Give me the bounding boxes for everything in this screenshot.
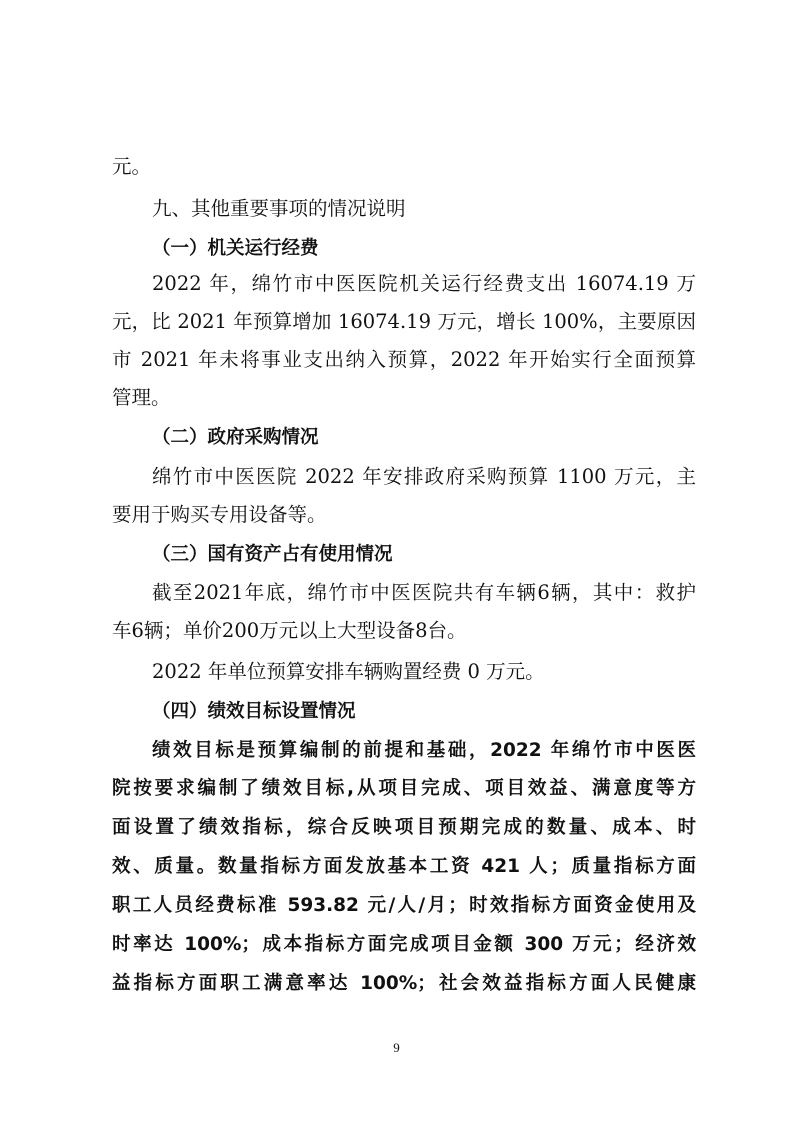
paragraph-line: 元，比 2021 年预算增加 16074.19 万元，增长 100%，主要原因	[112, 310, 696, 333]
paragraph-line: 管理。	[112, 386, 171, 409]
paragraph-line: 绩效目标是预算编制的前提和基础，2022 年绵竹市中医医	[152, 740, 696, 761]
paragraph-line: 2022 年单位预算安排车辆购置经费 0 万元。	[152, 660, 545, 683]
paragraph-line: 2022 年，绵竹市中医医院机关运行经费支出 16074.19 万	[152, 272, 696, 295]
paragraph-line: 职工人员经费标准 593.82 元/人/月；时效指标方面资金使用及	[112, 895, 696, 916]
paragraph-line: 市 2021 年未将事业支出纳入预算，2022 年开始实行全面预算	[112, 348, 696, 371]
paragraph-fragment: 元。	[112, 155, 152, 178]
page-number: 9	[393, 1040, 400, 1055]
section-heading: 九、其他重要事项的情况说明	[152, 197, 406, 220]
subsection-heading-operating-costs: （一）机关运行经费	[152, 238, 319, 259]
paragraph-line: 要用于购买专用设备等。	[112, 503, 327, 526]
paragraph-line: 车6辆；单价200万元以上大型设备8台。	[112, 619, 467, 642]
paragraph-line: 效、质量。数量指标方面发放基本工资 421 人；质量指标方面	[112, 856, 696, 877]
subsection-heading-performance: （四）绩效目标设置情况	[152, 701, 356, 722]
paragraph-line: 截至2021年底，绵竹市中医医院共有车辆6辆，其中：救护	[152, 581, 696, 604]
paragraph-line: 益指标方面职工满意率达 100%；社会效益指标方面人民健康	[112, 973, 696, 994]
paragraph-line: 时率达 100%；成本指标方面完成项目金额 300 万元；经济效	[112, 934, 696, 955]
subsection-heading-assets: （三）国有资产占有使用情况	[152, 544, 393, 565]
paragraph-line: 面设置了绩效指标，综合反映项目预期完成的数量、成本、时	[112, 817, 696, 838]
subsection-heading-procurement: （二）政府采购情况	[152, 427, 319, 448]
paragraph-line: 绵竹市中医医院 2022 年安排政府采购预算 1100 万元，主	[152, 465, 696, 488]
paragraph-line: 院按要求编制了绩效目标,从项目完成、项目效益、满意度等方	[112, 778, 696, 799]
